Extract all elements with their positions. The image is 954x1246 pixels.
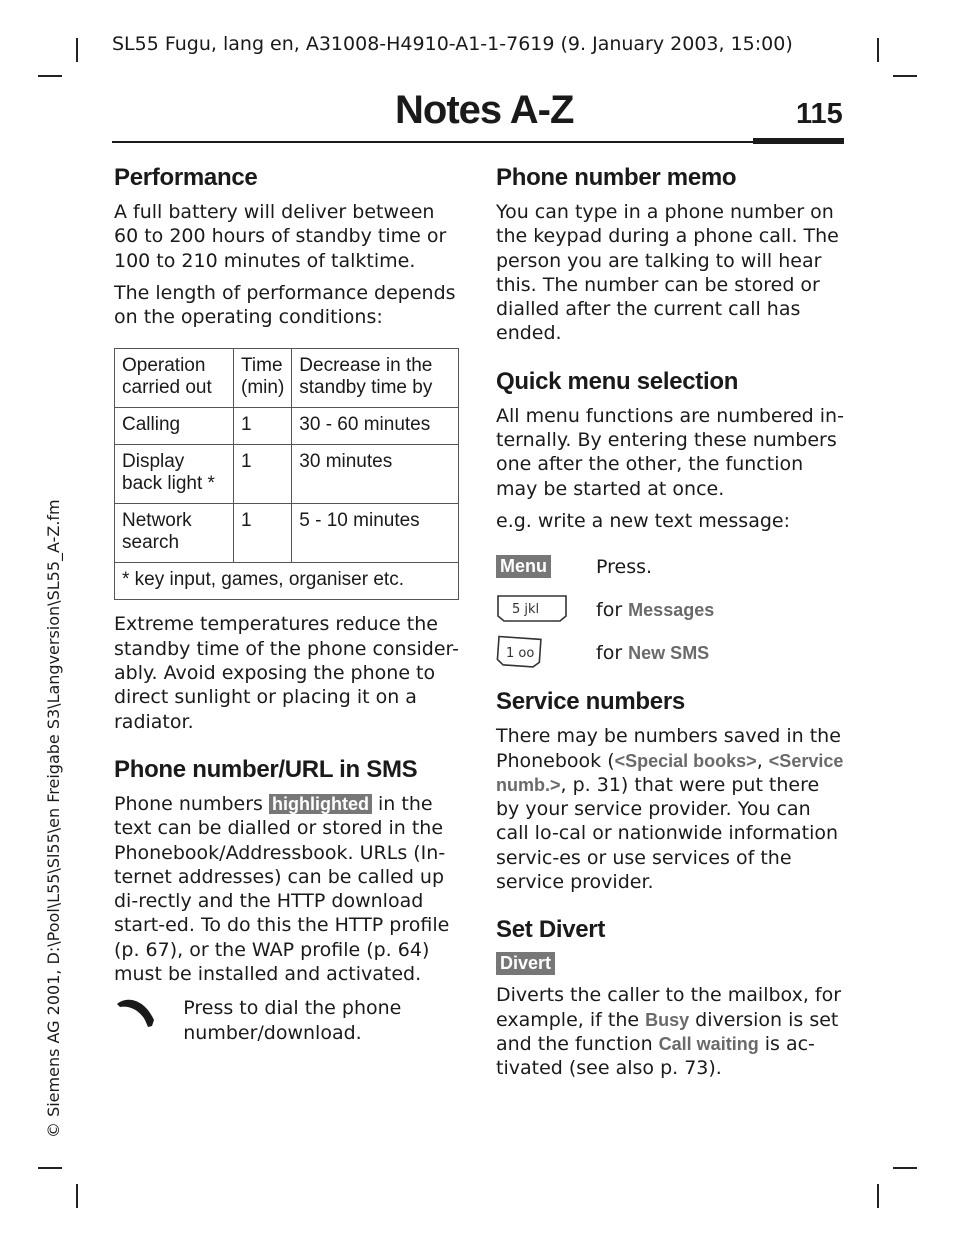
table-cell: 1 — [234, 408, 292, 445]
softkey-label: Menu — [496, 555, 551, 578]
key-step — [496, 631, 844, 674]
table-row — [115, 408, 459, 445]
table-row — [115, 504, 459, 563]
keypad-1-icon — [496, 633, 596, 673]
section-heading-divert: Set Divert — [496, 916, 606, 944]
section-heading-memo: Phone number memo — [496, 164, 737, 191]
table-cell: 30 - 60 minutes — [292, 408, 459, 445]
table-row — [115, 445, 459, 504]
table-header-cell: Decrease in the standby time by — [292, 349, 459, 408]
crop-mark — [893, 1167, 917, 1169]
crop-mark — [38, 1167, 62, 1169]
menu-term: <Special books> — [614, 750, 757, 771]
page-number-bar — [753, 138, 844, 144]
text-run: for — [596, 641, 629, 664]
url-sms-paragraph — [114, 792, 462, 986]
keypad-5-icon — [496, 593, 596, 627]
text-run: for — [596, 598, 629, 621]
keypad-label: 1 oo — [506, 645, 535, 661]
performance-paragraph-1: A full battery will deliver between 60 to 200 hours of standby time or 100 to 210 minutes of talktime. — [114, 201, 447, 272]
menu-term: Messages — [628, 599, 715, 620]
text-run: is ac-tivated (see also p. 73). — [496, 1032, 815, 1080]
text-run: Phone numbers — [114, 792, 269, 815]
menu-term: Call waiting — [658, 1033, 759, 1054]
menu-softkey-icon — [496, 555, 596, 578]
crop-mark — [893, 75, 917, 77]
text-run: , — [756, 749, 769, 772]
menu-term: Busy — [645, 1009, 690, 1030]
press-instruction — [114, 996, 462, 1045]
page-title: Notes A-Z — [395, 88, 574, 132]
page-number: 115 — [796, 98, 843, 130]
table-cell: Calling — [115, 408, 234, 445]
table-header-cell: Time (min) — [234, 349, 292, 408]
step-text — [596, 599, 714, 621]
memo-paragraph: You can type in a phone number on the keypad during a phone call. The person you are talking to will hear this. The number can be stored or dialled after the current call has ended. — [496, 201, 839, 345]
table-cell: Display back light * — [115, 445, 234, 504]
right-column — [496, 164, 844, 1089]
performance-table — [114, 348, 459, 600]
crop-mark — [76, 38, 78, 62]
text-run: in the text can be dialled or stored in the Phonebook/Addressbook. URLs (In-ternet addresses) can be called up di-rectly and the HTTP download start-ed. To do this the HTTP profile (p. 67), or the WAP profile (p. 64) must be installed and activated. — [114, 792, 450, 986]
table-cell: 1 — [234, 445, 292, 504]
divert-softkey — [496, 952, 844, 975]
text-run: Diverts the caller to the mailbox, for example, if the — [496, 984, 842, 1031]
section-heading-quick-menu: Quick menu selection — [496, 367, 739, 395]
press-text: Press to dial the phone number/download. — [183, 997, 402, 1044]
running-head: SL55 Fugu, lang en, A31008-H4910-A1-1-7619 (9. January 2003, 15:00) — [112, 33, 793, 55]
crop-mark — [877, 1184, 879, 1208]
text-run: , p. 31) that were put there by your service provider. You can call lo-cal or nationwide information servic-es or use services of the service provider. — [496, 773, 839, 894]
table-footnote: * key input, games, organiser etc. — [115, 563, 459, 600]
section-heading-service: Service numbers — [496, 688, 685, 716]
performance-paragraph-3: Extreme temperatures reduce the standby time of the phone consider-ably. Avoid exposing the phone to direct sunlight or placing it on a radiator. — [114, 613, 459, 733]
keypad-label: 5 jkl — [512, 601, 540, 617]
quick-menu-paragraph-1: All menu functions are numbered in-ternally. By entering these numbers one after the other, the function may be started at once. — [496, 404, 844, 500]
menu-term: New SMS — [628, 642, 710, 663]
quick-menu-paragraph-2: e.g. write a new text message: — [496, 509, 790, 532]
crop-mark — [877, 38, 879, 62]
call-handset-icon — [114, 996, 183, 1045]
key-step — [496, 545, 844, 588]
softkey-label: Divert — [496, 952, 555, 975]
highlighted-example: highlighted — [269, 794, 372, 814]
key-step — [496, 588, 844, 631]
table-header-cell: Operation carried out — [115, 349, 234, 408]
step-text — [596, 642, 709, 664]
table-cell: 5 - 10 minutes — [292, 504, 459, 563]
crop-mark — [38, 75, 62, 77]
menu-term: <Service numb.> — [496, 750, 844, 795]
section-heading-performance: Performance — [114, 164, 258, 191]
table-cell: 30 minutes — [292, 445, 459, 504]
divert-paragraph — [496, 983, 844, 1080]
text-run: There may be numbers saved in the Phonebook ( — [496, 725, 841, 772]
step-text: Press. — [596, 555, 653, 578]
left-column — [114, 164, 462, 1045]
service-paragraph — [496, 724, 844, 894]
table-cell: Network search — [115, 504, 234, 563]
copyright-sidebar: © Siemens AG 2001, D:\Pool\L55\Sl55\en Freigabe S3\Langversion\SL55_A-Z.fm — [44, 499, 63, 1138]
table-cell: 1 — [234, 504, 292, 563]
section-heading-url-sms: Phone number/URL in SMS — [114, 755, 418, 783]
key-steps — [496, 545, 844, 674]
crop-mark — [76, 1184, 78, 1208]
title-rule — [112, 141, 842, 143]
text-run: diversion is set and the function — [496, 1008, 839, 1055]
table-footnote-row — [115, 563, 459, 600]
table-header-row — [115, 349, 459, 408]
performance-paragraph-2: The length of performance depends on the operating conditions: — [114, 281, 456, 329]
